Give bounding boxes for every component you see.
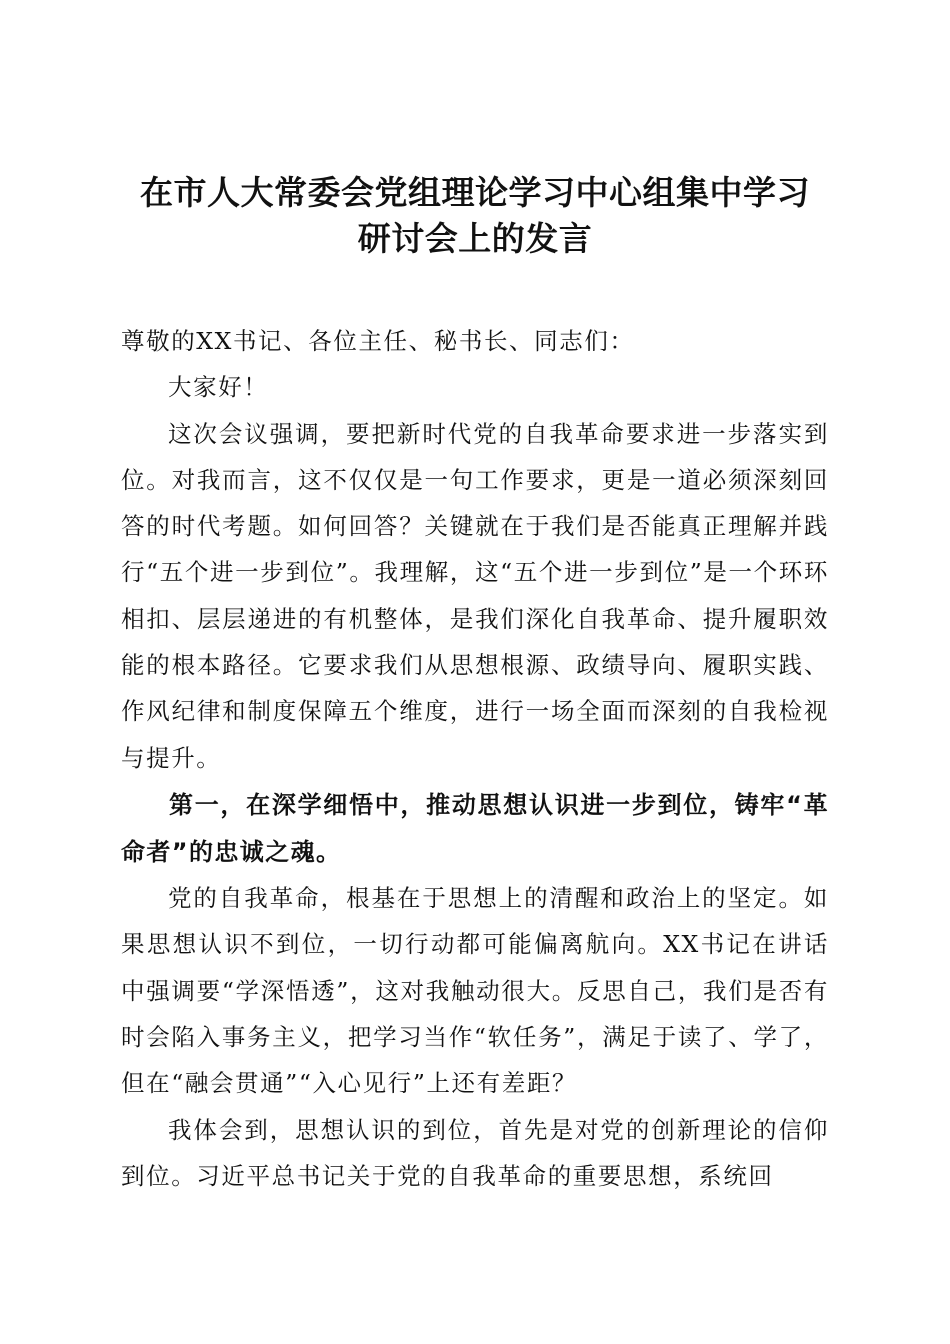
document-body [121,318,829,1199]
section1-paragraph-1: 党的自我革命，根基在于思想上的清醒和政治上的坚定。如果思想认识不到位，一切行动都可能偏离航向。XX书记在讲话中强调要“学深悟透”，这对我触动很大。反思自己，我们是否有时会陷入事务主义，把学习当作“软任务”，满足于读了、学了，但在“融会贯通”“入心见行”上还有差距？ [121,884,829,1098]
greeting: 大家好！ [168,373,269,402]
document-title [110,170,840,262]
title-line-1: 在市人大常委会党组理论学习中心组集中学习 [140,173,810,212]
intro-paragraph: 这次会议强调，要把新时代党的自我革命要求进一步落实到位。对我而言，这不仅仅是一句工作要求，更是一道必须深刻回答的时代考题。如何回答？关键就在于我们是否能真正理解并践行“五个进一步到位”。我理解，这“五个进一步到位”是一个环环相扣、层层递进的有机整体，是我们深化自我革命、提升履职效能的根本路径。它要求我们从思想根源、政绩导向、履职实践、作风纪律和制度保障五个维度，进行一场全面而深刻的自我检视与提升。 [121,419,829,772]
salutation: 尊敬的XX书记、各位主任、秘书长、同志们： [121,327,635,355]
section1-paragraph-2: 我体会到，思想认识的到位，首先是对党的创新理论的信仰到位。习近平总书记关于党的自我革命的重要思想，系统回 [121,1115,829,1190]
section-heading-1: 第一，在深学细悟中，推动思想认识进一步到位，铸牢“革命者”的忠诚之魂。 [121,790,829,866]
title-line-2: 研讨会上的发言 [357,219,593,258]
